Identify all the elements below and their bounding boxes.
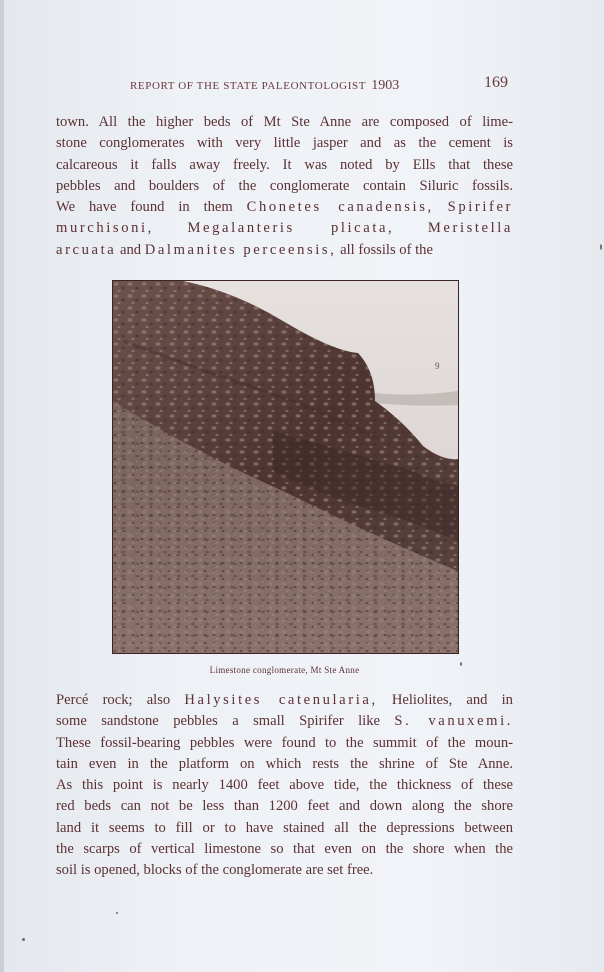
page-header	[56, 74, 512, 96]
paper-speck	[600, 244, 602, 250]
text-line	[56, 711, 513, 732]
text-line	[56, 860, 513, 881]
text-line	[56, 733, 513, 754]
text-run: stone conglomerates with very little jasper and as the cement is	[56, 135, 513, 152]
photo-mark: 9	[435, 361, 440, 371]
page-number: 169	[484, 74, 508, 91]
text-run: We have found in them	[56, 199, 247, 216]
text-run: some sandstone pebbles a small Spirifer like	[56, 713, 395, 730]
text-run: calcareous it falls away freely. It was noted by Ells that these	[56, 156, 513, 173]
text-line	[56, 218, 513, 239]
text-run: As this point is nearly 1400 feet above tide, the thickness of these	[56, 777, 513, 794]
text-run	[154, 220, 188, 236]
text-run: town. All the higher beds of Mt Ste Anne are composed of lime-	[56, 114, 513, 130]
paper-speck	[22, 938, 25, 941]
taxon-name: Megalanteris plicata,	[187, 220, 395, 237]
text-line	[56, 796, 513, 817]
text-line	[56, 839, 513, 860]
header-year: 1903	[371, 78, 400, 93]
paper-speck	[460, 662, 462, 666]
text-run: land it seems to fill or to have stained all the depressions between	[56, 819, 513, 836]
text-line	[56, 197, 513, 218]
bottom-paragraph	[56, 690, 513, 882]
taxon-name: Dalmanites perceensis,	[144, 241, 337, 258]
text-line	[56, 176, 513, 197]
text-run	[394, 220, 428, 236]
top-paragraph	[56, 112, 513, 261]
text-run: red beds can not be less than 1200 feet and down along the shore	[56, 798, 513, 815]
text-line	[56, 240, 513, 261]
text-run: These fossil-bearing pebbles were found to the summit of the moun-	[56, 734, 513, 751]
taxon-name: Halysites catenularia,	[184, 692, 378, 708]
text-line	[56, 112, 513, 133]
text-run: all fossils of the	[336, 241, 433, 258]
paper-speck	[116, 912, 118, 914]
text-run	[434, 199, 448, 215]
text-run: Heliolites, and in	[377, 692, 513, 708]
taxon-name: arcuata	[56, 241, 117, 258]
text-run: pebbles and boulders of the conglomerate contain Siluric fossils.	[56, 177, 513, 194]
text-line	[56, 690, 513, 711]
text-run: soil is opened, blocks of the conglomerate are set free.	[56, 862, 374, 879]
text-line	[56, 818, 513, 839]
text-line	[56, 754, 513, 775]
taxon-name: murchisoni,	[56, 220, 154, 237]
text-line	[56, 155, 513, 176]
figure-photograph	[112, 280, 459, 654]
text-run: and	[116, 241, 145, 258]
taxon-name: Meristella	[427, 220, 513, 237]
page-edge-shadow	[0, 0, 4, 972]
figure-caption: Limestone conglomerate, Mt Ste Anne	[209, 665, 360, 675]
text-run: the scarps of vertical limestone so that even on the shore when the	[56, 841, 513, 858]
taxon-name: S. vanuxemi.	[394, 713, 513, 730]
taxon-name: Spirifer	[447, 199, 513, 216]
text-line	[56, 133, 513, 154]
text-line	[56, 775, 513, 796]
taxon-name: Chonetes canadensis,	[246, 199, 434, 216]
text-run: tain even in the platform on which rests the shrine of Ste Anne.	[56, 755, 513, 772]
photo-illustration	[113, 281, 458, 653]
running-head: REPORT OF THE STATE PALEONTOLOGIST 1903	[130, 78, 400, 93]
text-run: Percé rock; also	[56, 692, 185, 708]
